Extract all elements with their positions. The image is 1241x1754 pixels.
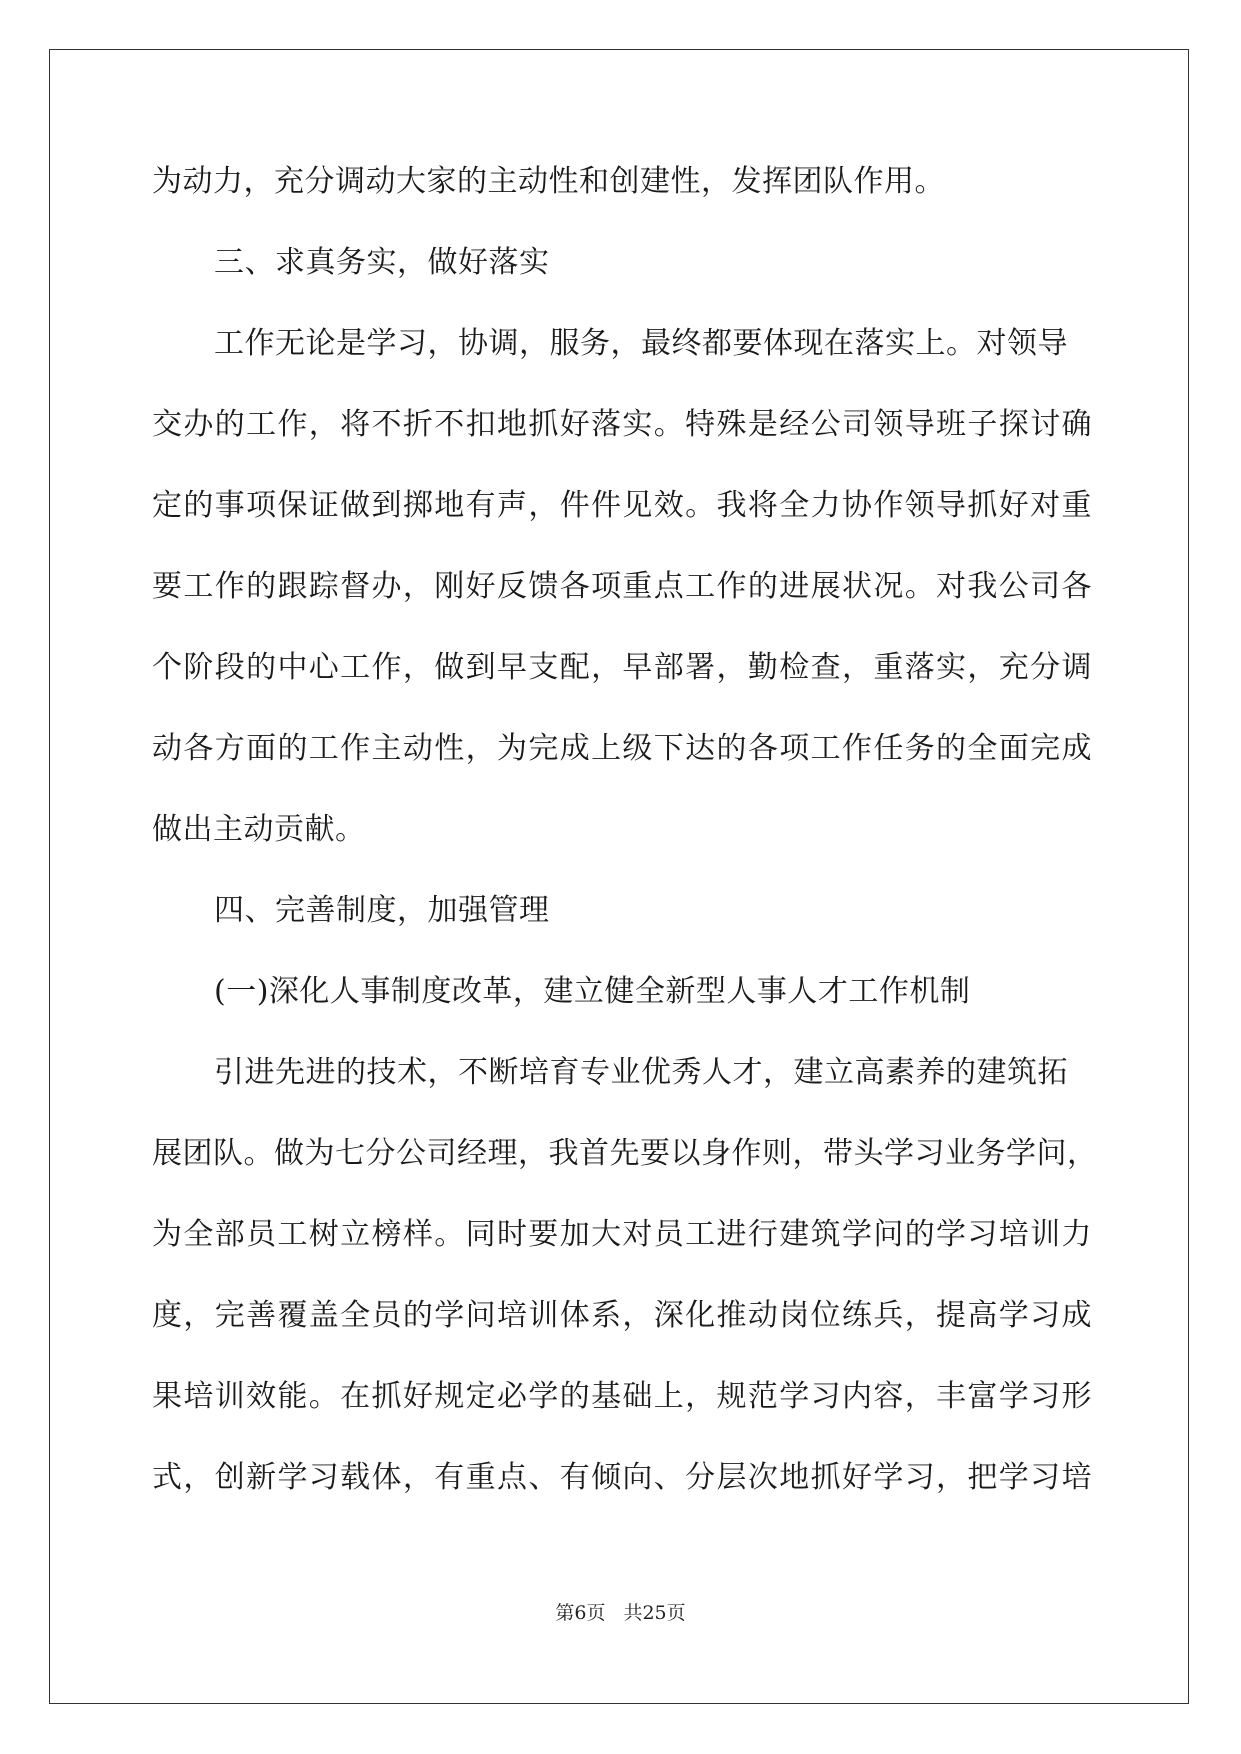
page-border	[49, 49, 1189, 1704]
paragraph-line: 为动力，充分调动大家的主动性和创建性，发挥团队作用。	[152, 164, 945, 199]
paragraph-line: 要工作的跟踪督办，刚好反馈各项重点工作的进展状况。对我公司各	[152, 569, 1092, 604]
paragraph-line: 引进先进的技术，不断培育专业优秀人才，建立高素养的建筑拓	[214, 1055, 1068, 1090]
paragraph-line: 度，完善覆盖全员的学问培训体系，深化推动岗位练兵，提高学习成	[152, 1298, 1092, 1333]
section-heading: 四、完善制度，加强管理	[214, 893, 550, 928]
paragraph-line: 式，创新学习载体，有重点、有倾向、分层次地抓好学习，把学习培	[152, 1460, 1092, 1495]
subsection-heading: (一)深化人事制度改革，建立健全新型人事人才工作机制	[214, 974, 971, 1009]
page-number-total: 共25页	[623, 1602, 686, 1624]
paragraph-line: 为全部员工树立榜样。同时要加大对员工进行建筑学问的学习培训力	[152, 1217, 1092, 1252]
section-heading: 三、求真务实，做好落实	[214, 245, 550, 280]
page-footer	[0, 1598, 1241, 1625]
page-number-current: 第6页	[555, 1602, 606, 1624]
paragraph-line: 交办的工作，将不折不扣地抓好落实。特殊是经公司领导班子探讨确	[152, 407, 1092, 442]
paragraph-line: 展团队。做为七分公司经理，我首先要以身作则，带头学习业务学问，	[152, 1136, 1098, 1171]
paragraph-line: 工作无论是学习，协调，服务，最终都要体现在落实上。对领导	[214, 326, 1068, 361]
paragraph-line: 定的事项保证做到掷地有声，件件见效。我将全力协作领导抓好对重	[152, 488, 1092, 523]
paragraph-line: 做出主动贡献。	[152, 812, 366, 847]
paragraph-line: 个阶段的中心工作，做到早支配，早部署，勤检查，重落实，充分调	[152, 650, 1092, 685]
paragraph-line: 动各方面的工作主动性，为完成上级下达的各项工作任务的全面完成	[152, 731, 1092, 766]
paragraph-line: 果培训效能。在抓好规定必学的基础上，规范学习内容，丰富学习形	[152, 1379, 1092, 1414]
